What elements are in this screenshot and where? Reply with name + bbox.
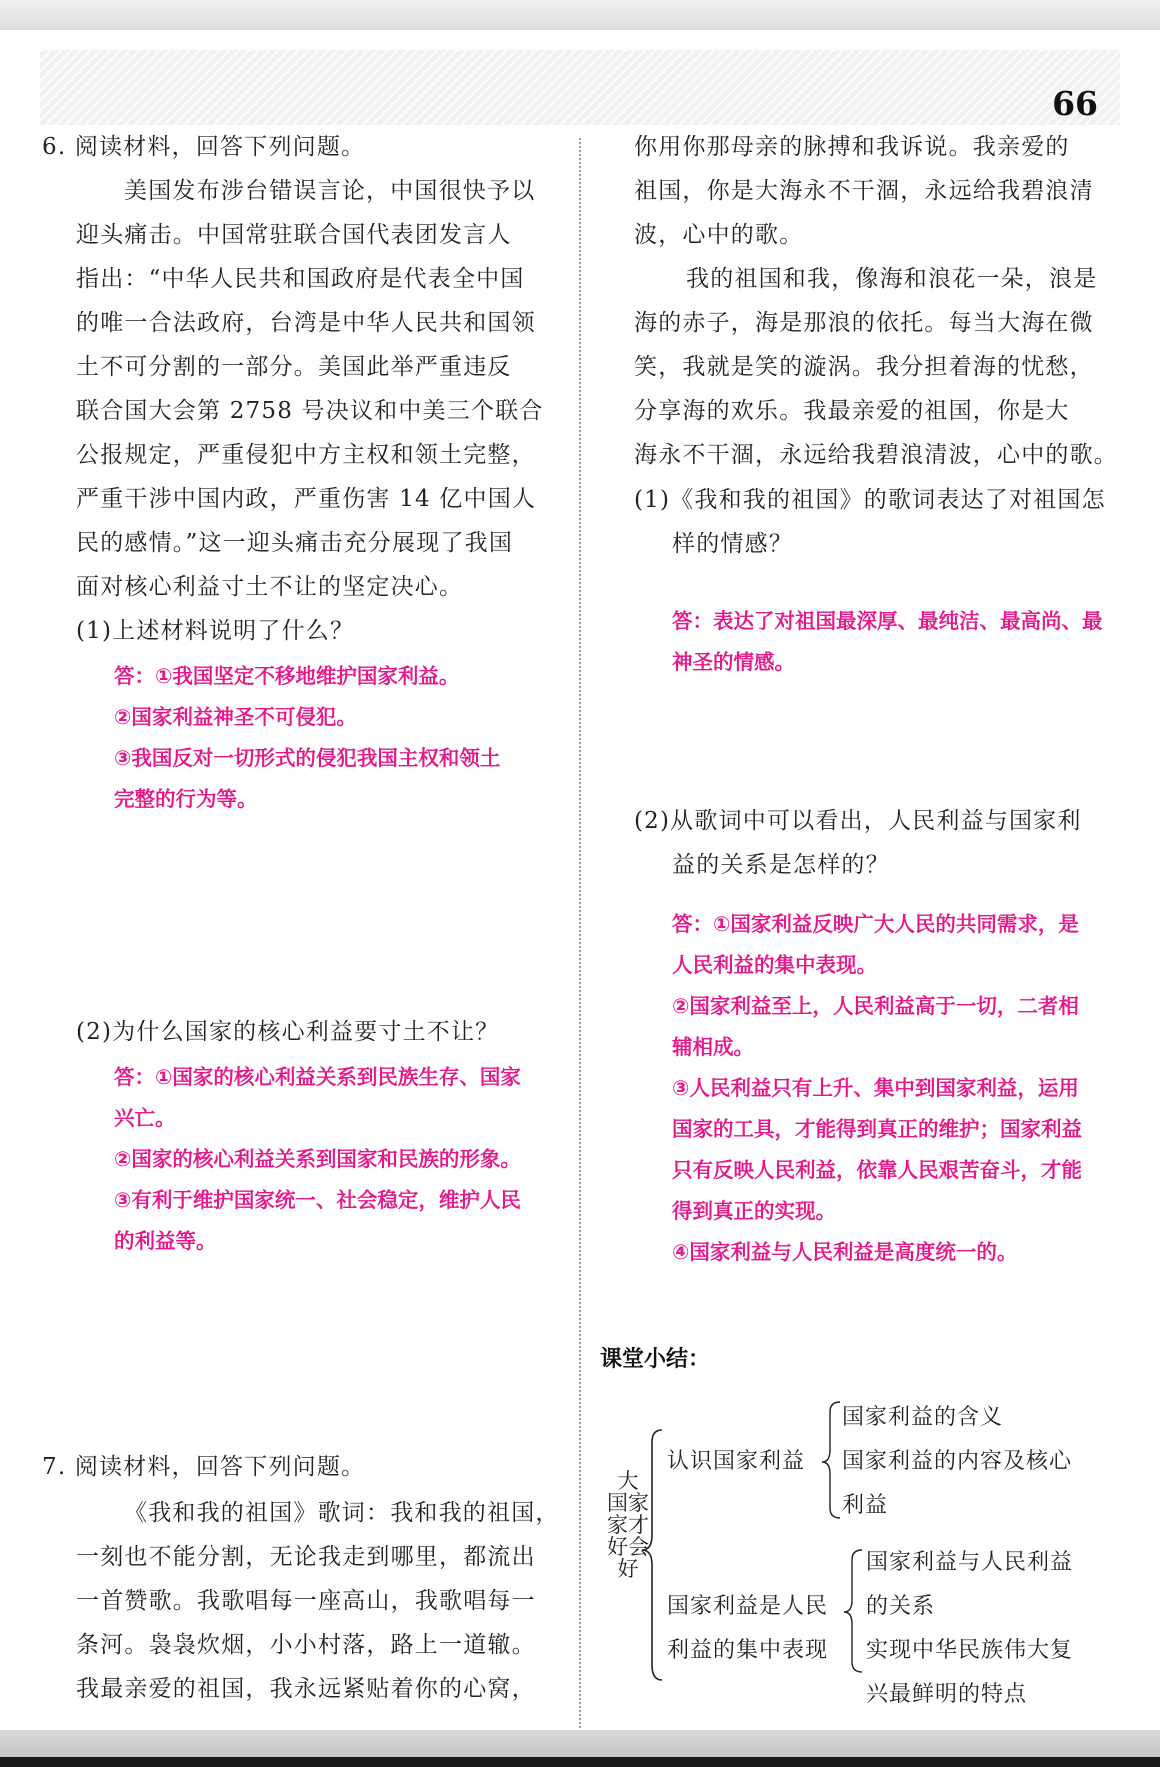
answer-line: ④国家利益与人民利益是高度统一的。 [672, 1240, 1018, 1264]
column-divider [579, 138, 581, 1728]
branch-item: 国家利益的含义 [842, 1405, 1004, 1430]
bottom-bar [0, 1730, 1160, 1767]
root-line: 国家 [607, 1491, 649, 1515]
question-7-title: 7. 阅读材料，回答下列问题。 [42, 1454, 366, 1480]
material-line: 指出：“中华人民共和国政府是代表全中国 [76, 266, 525, 292]
answer-line: ②国家利益神圣不可侵犯。 [114, 705, 357, 729]
question-7-2-cont: 益的关系是怎样的？ [672, 852, 890, 878]
lyrics-line: 祖国，你是大海永不干涸，永远给我碧浪清 [634, 178, 1094, 204]
answer-line: 人民利益的集中表现。 [672, 953, 877, 977]
branch-item: 的关系 [866, 1594, 936, 1619]
lyrics-line: 笑，我就是笑的漩涡。我分担着海的忧愁， [634, 354, 1094, 380]
answer-line: 的利益等。 [114, 1229, 217, 1253]
material-line: 联合国大会第 2758 号决议和中美三个联合 [76, 398, 544, 424]
question-7-1: (1)《我和我的祖国》的歌词表达了对祖国怎 [634, 487, 1106, 513]
material-line: 民的感情。”这一迎头痛击充分展现了我国 [76, 530, 514, 556]
material-line: 土不可分割的一部分。美国此举严重违反 [76, 354, 512, 380]
question-7-1-cont: 样的情感？ [672, 531, 793, 557]
answer-line: ②国家利益至上，人民利益高于一切，二者相 [672, 994, 1079, 1018]
lyrics-line: 海的赤子，海是那浪的依托。每当大海在微 [634, 310, 1094, 336]
top-bar [0, 0, 1160, 31]
answer-line: ②国家的核心利益关系到国家和民族的形象。 [114, 1147, 521, 1171]
lyrics-line: 我最亲爱的祖国，我永远紧贴着你的心窝， [76, 1676, 536, 1702]
document-page [0, 30, 1160, 1730]
branch-item: 国家利益的内容及核心 [842, 1449, 1073, 1474]
answer-line: 答：①国家利益反映广大人民的共同需求，是 [672, 912, 1079, 936]
lyrics-line: 分享海的欢乐。我最亲爱的祖国，你是大 [634, 398, 1070, 424]
material-line: 美国发布涉台错误言论，中国很快予以 [124, 178, 536, 204]
answer-line: 只有反映人民利益，依靠人民艰苦奋斗，才能 [672, 1158, 1082, 1182]
lyrics-line: 条河。袅袅炊烟，小小村落，路上一道辙。 [76, 1632, 536, 1658]
answer-line: ③有利于维护国家统一、社会稳定，维护人民 [114, 1188, 521, 1212]
bottom-edge [0, 1757, 1160, 1767]
branch-concentrated-cont: 利益的集中表现 [667, 1638, 829, 1663]
question-6-title: 6. 阅读材料，回答下列问题。 [42, 134, 366, 160]
answer-line: 辅相成。 [672, 1035, 754, 1059]
question-6-2: (2)为什么国家的核心利益要寸土不让？ [76, 1019, 500, 1045]
answer-line: 答：表达了对祖国最深厚、最纯洁、最高尚、最 [672, 609, 1103, 633]
lyrics-line: 我的祖国和我，像海和浪花一朵，浪是 [686, 266, 1098, 292]
answer-line: 国家的工具，才能得到真正的维护；国家利益 [672, 1117, 1082, 1141]
question-6-1: (1)上述材料说明了什么？ [76, 618, 355, 644]
branch-know-interest: 认识国家利益 [667, 1449, 806, 1474]
lyrics-line: 波，心中的歌。 [634, 222, 804, 248]
lyrics-line: 《我和我的祖国》歌词：我和我的祖国， [124, 1500, 560, 1526]
lyrics-line: 一首赞歌。我歌唱每一座高山，我歌唱每一 [76, 1588, 536, 1614]
branch-item: 国家利益与人民利益 [866, 1550, 1074, 1575]
material-line: 公报规定，严重侵犯中方主权和领土完整， [76, 442, 536, 468]
root-line: 家才 [607, 1513, 649, 1537]
lyrics-line: 你用你那母亲的脉搏和我诉说。我亲爱的 [634, 134, 1070, 160]
material-line: 面对核心利益寸土不让的坚定决心。 [76, 574, 464, 600]
lyrics-line: 一刻也不能分割，无论我走到哪里，都流出 [76, 1544, 536, 1570]
page-number: 66 [1052, 84, 1098, 123]
question-7-2: (2)从歌词中可以看出，人民利益与国家利 [634, 808, 1082, 834]
summary-title: 课堂小结： [600, 1347, 711, 1372]
root-line: 好会 [607, 1535, 649, 1559]
branch-concentrated: 国家利益是人民 [667, 1594, 829, 1619]
page-header-band [40, 50, 1120, 125]
answer-line: 得到真正的实现。 [672, 1199, 836, 1223]
answer-line: 神圣的情感。 [672, 650, 795, 674]
branch-item: 利益 [842, 1493, 889, 1518]
material-line: 的唯一合法政府，台湾是中华人民共和国领 [76, 310, 536, 336]
answer-line: 兴亡。 [114, 1106, 176, 1130]
branch-item: 兴最鲜明的特点 [866, 1682, 1028, 1707]
root-line: 好 [617, 1557, 639, 1581]
answer-line: 答：①国家的核心利益关系到民族生存、国家 [114, 1065, 521, 1089]
answer-line: 答：①我国坚定不移地维护国家利益。 [114, 664, 460, 688]
lyrics-line: 海永不干涸，永远给我碧浪清波，心中的歌。 [634, 442, 1118, 468]
root-line: 大 [617, 1469, 639, 1493]
answer-line: 完整的行为等。 [114, 787, 258, 811]
answer-line: ③人民利益只有上升、集中到国家利益，运用 [672, 1076, 1079, 1100]
answer-line: ③我国反对一切形式的侵犯我国主权和领土 [114, 746, 501, 770]
branch-item: 实现中华民族伟大复 [866, 1638, 1074, 1663]
material-line: 迎头痛击。中国常驻联合国代表团发言人 [76, 222, 512, 248]
material-line: 严重干涉中国内政，严重伤害 14 亿中国人 [76, 486, 537, 512]
